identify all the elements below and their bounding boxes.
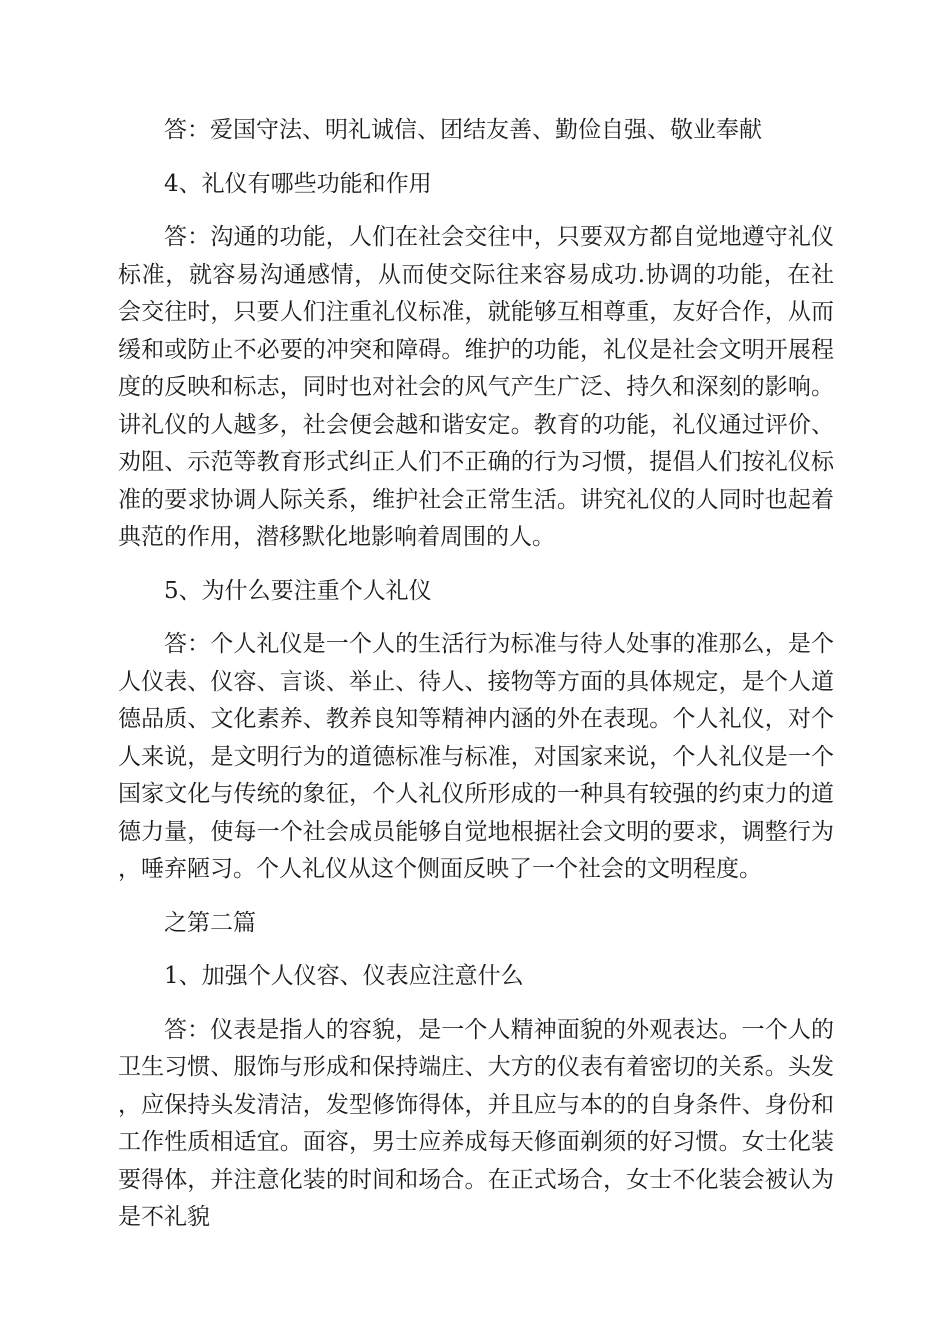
answer-paragraph: 答：爱国守法、明礼诚信、团结友善、勤俭自强、敬业奉献 bbox=[164, 117, 762, 143]
question-heading: 4、礼仪有哪些功能和作用 bbox=[164, 170, 432, 197]
answer-paragraph: 答：沟通的功能，人们在社会交往中，只要双方都自觉地遵守礼仪标准，就容易沟通感情，从而使交际往来容易成功.协调的功能，在社会交往时，只要人们注重礼仪标准，就能够互相尊重，友好合作，从而缓和或防止不必要的冲突和障碍。维护的功能，礼仪是社会文明开展程度的反映和标志，同时也对社会的风气产生广泛、持久和深刻的影响。讲礼仪的人越多，社会便会越和谐安定。教育的功能，礼仪通过评价、劝阻、示范等教育形式纠正人们不正确的行为习惯，提倡人们按礼仪标准的要求协调人际关系，维护社会正常生活。讲究礼仪的人同时也起着典范的作用，潜移默化地影响着周围的人。 bbox=[118, 224, 834, 550]
question-heading: 5、为什么要注重个人礼仪 bbox=[164, 577, 432, 604]
answer-paragraph: 答：个人礼仪是一个人的生活行为标准与待人处事的准那么，是个人仪表、仪容、言谈、举止、待人、接物等方面的具体规定，是个人道德品质、文化素养、教养良知等精神内涵的外在表现。个人礼仪，对个人来说，是文明行为的道德标准与标准，对国家来说，个人礼仪是一个国家文化与传统的象征，个人礼仪所形成的一种具有较强的约束力的道德力量，使每一个社会成员能够自觉地根据社会文明的要求，调整行为，唾弃陋习。个人礼仪从这个侧面反映了一个社会的文明程度。 bbox=[118, 631, 834, 882]
answer-paragraph: 答：仪表是指人的容貌，是一个人精神面貌的外观表达。一个人的卫生习惯、服饰与形成和保持端庄、大方的仪表有着密切的关系。头发，应保持头发清洁，发型修饰得体，并且应与本的的自身条件、身份和工作性质相适宜。面容，男士应养成每天修面剃须的好习惯。女士化装要得体，并注意化装的时间和场合。在正式场合，女士不化装会被认为是不礼貌 bbox=[118, 1016, 834, 1230]
document-page bbox=[118, 112, 834, 1237]
question-heading: 1、加强个人仪容、仪表应注意什么 bbox=[164, 963, 524, 989]
section-heading: 之第二篇 bbox=[164, 909, 256, 936]
